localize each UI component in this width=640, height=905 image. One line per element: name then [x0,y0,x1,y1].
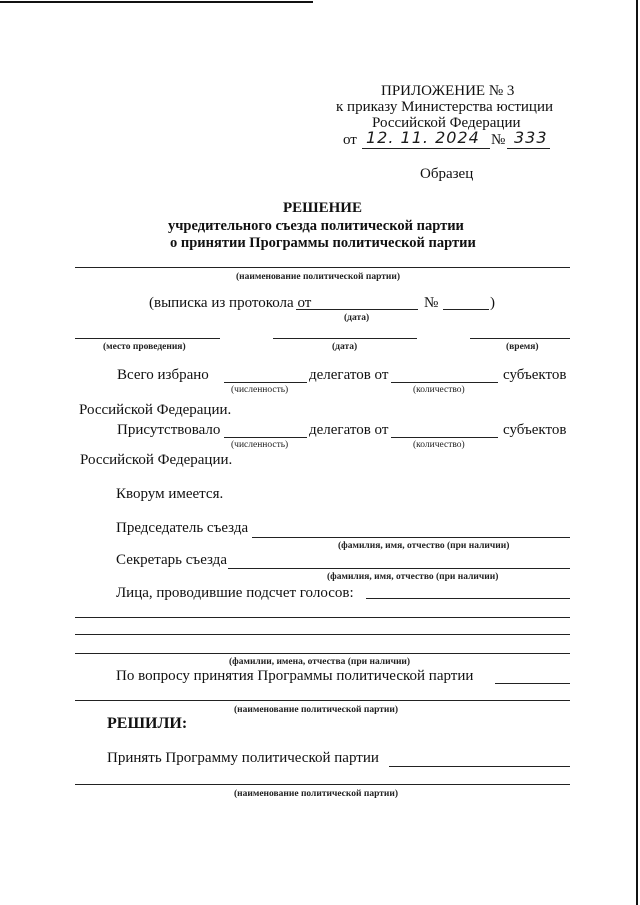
counters-line-4[interactable] [75,653,570,654]
chairman-label: Председатель съезда [116,520,249,536]
scan-edge-right [636,0,638,905]
number-prefix: № [491,132,506,148]
elected-subjects: субъектов [503,367,567,383]
party-name-line[interactable] [75,267,570,268]
accept-party-line-1[interactable] [389,766,570,767]
decided-heading: РЕШИЛИ: [107,715,188,732]
order-line-2: Российской Федерации [372,115,521,131]
extract-label: (выписка из протокола от [149,295,312,311]
elected-quantity-caption: (количество) [413,385,465,395]
document-subtitle-2: о принятии Программы политической партии [170,235,476,251]
document-title: РЕШЕНИЕ [283,200,362,216]
counters-line-1[interactable] [366,598,570,599]
chairman-caption: (фамилия, имя, отчество (при наличии) [338,541,510,551]
present-quantity-caption: (количество) [413,440,465,450]
time-caption: (время) [506,342,539,352]
chairman-line[interactable] [252,537,570,538]
present-subjects: субъектов [503,422,567,438]
order-date-line [362,148,490,149]
present-count-caption: (численность) [231,440,289,450]
extract-number-line[interactable] [443,309,489,310]
secretary-line[interactable] [228,568,570,569]
accept-caption: (наименование политической партии) [234,789,399,799]
document-subtitle-1: учредительного съезда политической партии [168,218,464,234]
elected-label: Всего избрано [117,367,209,383]
elected-count-caption: (численность) [231,385,289,395]
secretary-caption: (фамилия, имя, отчество (при наличии) [327,572,499,582]
extract-date-caption: (дата) [344,313,370,323]
accept-party-line-2[interactable] [75,784,570,785]
appendix-number: ПРИЛОЖЕНИЕ № 3 [381,83,515,99]
order-date-handwritten: 12. 11. 2024 [366,128,480,147]
present-count-line[interactable] [224,437,307,438]
extract-number-sign: № [424,295,439,311]
elected-count-line[interactable] [224,382,307,383]
question-party-line-1[interactable] [495,683,570,684]
question-caption: (наименование политической партии) [234,705,399,715]
order-number-handwritten: 333 [514,128,548,147]
scan-edge-top [0,1,313,3]
place-caption: (место проведения) [103,342,186,352]
sample-label: Образец [420,166,474,182]
quorum-text: Кворум имеется. [116,486,224,502]
party-name-caption: (наименование политической партии) [236,272,401,282]
counters-label: Лица, проводившие подсчет голосов: [116,585,354,601]
elected-quantity-line[interactable] [391,382,498,383]
extract-date-line[interactable] [296,309,418,310]
question-party-line-2[interactable] [75,700,570,701]
elected-delegates-from: делегатов от [309,367,389,383]
place-line[interactable] [75,338,220,339]
present-quantity-line[interactable] [391,437,498,438]
extract-close-paren: ) [490,295,495,311]
present-rf-line: Российской Федерации. [80,452,233,468]
elected-rf-line: Российской Федерации. [79,402,232,418]
date-prefix: от [343,132,357,148]
order-number-line [507,148,550,149]
counters-line-2[interactable] [75,617,570,618]
accept-label: Принять Программу политической партии [107,750,379,766]
counters-caption: (фамилии, имена, отчества (при наличии) [229,657,411,667]
secretary-label: Секретарь съезда [116,552,227,568]
order-line-1: к приказу Министерства юстиции [336,99,553,115]
question-label: По вопросу принятия Программы политической партии [116,668,474,684]
date-line[interactable] [273,338,417,339]
time-line[interactable] [470,338,570,339]
present-label: Присутствовало [117,422,221,438]
date-caption: (дата) [332,342,358,352]
counters-line-3[interactable] [75,634,570,635]
present-delegates-from: делегатов от [309,422,389,438]
